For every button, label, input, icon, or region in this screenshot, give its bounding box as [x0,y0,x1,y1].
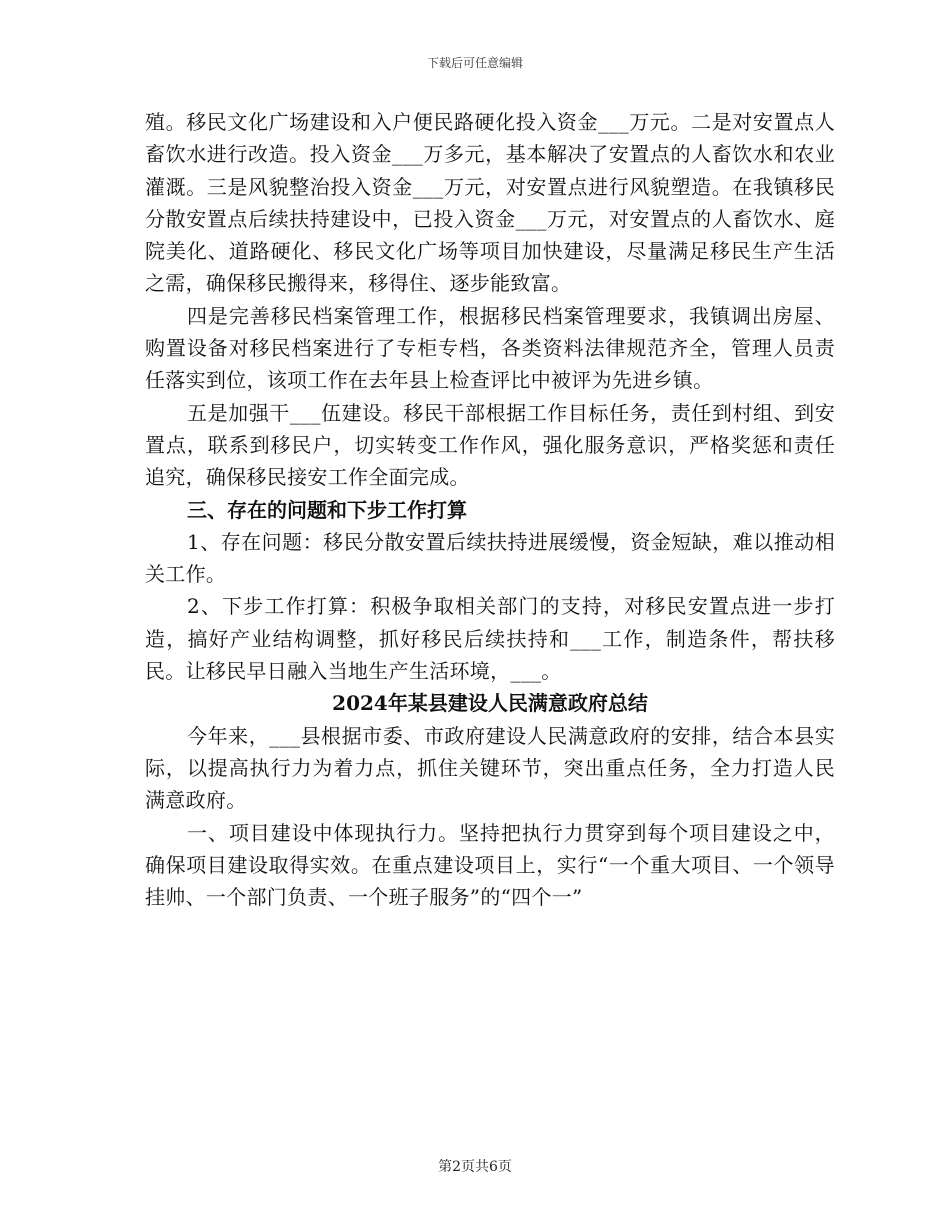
page-header: 下载后可任意编辑 [426,56,523,70]
section-heading-problems: 三、存在的问题和下步工作打算 [187,497,467,522]
paragraph-problems: 1、存在问题：移民分散安置后续扶持进展缓慢，资金短缺，难以推动相关工作。 [145,529,835,587]
paragraph-next-steps: 2、下步工作打算：积极争取相关部门的支持，对移民安置点进一步打造，搞好产业结构调整，抓好移民后续扶持和___工作，制造条件，帮扶移民。让移民早日融入当地生产生活环境，___。 [145,594,835,684]
paragraph-archive-management: 四是完善移民档案管理工作，根据移民档案管理要求，我镇调出房屋、购置设备对移民档案进行了专柜专档，各类资料法律规范齐全，管理人员责任落实到位，该项工作在去年县上检查评比中被评为先进乡镇。 [145,303,835,393]
paragraph-team-building: 五是加强干___伍建设。移民干部根据工作目标任务，责任到村组、到安置点，联系到移民户，切实转变工作作风，强化服务意识，严格奖惩和责任追究，确保移民接安工作全面完成。 [145,400,835,490]
paragraph-intro: 今年来，___县根据市委、市政府建设人民满意政府的安排，结合本县实际，以提高执行力为着力点，抓住关键环节，突出重点任务，全力打造人民满意政府。 [145,723,835,813]
paragraph-continuation: 殖。移民文化广场建设和入户便民路硬化投入资金___万元。二是对安置点人畜饮水进行改造。投入资金___万多元，基本解决了安置点的人畜饮水和农业灌溉。三是风貌整治投入资金___万元，对安置点进行风貌塑造。在我镇移民分散安置点后续扶持建设中，已投入资金___万元，对安置点的人畜饮水、庭院美化、道路硬化、移民文化广场等项目加快建设，尽量满足移民生产生活之需，确保移民搬得来，移得住、逐步能致富。 [145,110,835,296]
document-body [145,106,835,913]
document-title: 2024年某县建设人民满意政府总结 [332,691,648,716]
paragraph-project-construction: 一、项目建设中体现执行力。坚持把执行力贯穿到每个项目建设之中，确保项目建设取得实效。在重点建设项目上，实行“一个重大项目、一个领导挂帅、一个部门负责、一个班子服务”的“四个一” [145,820,835,910]
page-number: 第2页共6页 [438,1159,512,1175]
